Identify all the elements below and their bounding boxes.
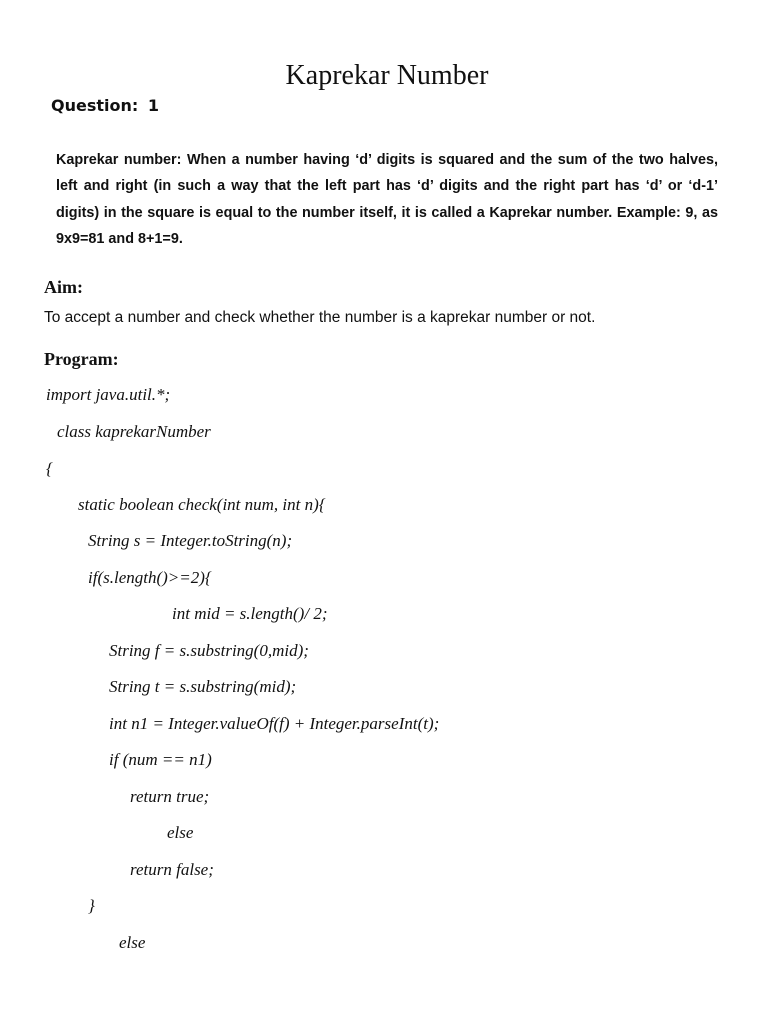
code-line: else xyxy=(167,823,194,842)
code-line: static boolean check(int num, int n){ xyxy=(78,495,326,514)
code-line: class kaprekarNumber xyxy=(57,422,211,441)
question-label: Question: 1 xyxy=(51,96,159,115)
code-line: if (num == n1) xyxy=(109,750,212,769)
code-line: else xyxy=(119,933,146,952)
code-line: import java.util.*; xyxy=(46,385,171,404)
aim-heading: Aim: xyxy=(44,277,83,297)
code-line: if(s.length()>=2){ xyxy=(88,568,212,587)
code-line: String t = s.substring(mid); xyxy=(109,677,297,696)
code-line: int mid = s.length()/ 2; xyxy=(172,604,328,623)
code-line: } xyxy=(88,896,95,915)
page-title: Kaprekar Number xyxy=(285,60,489,91)
code-line: return false; xyxy=(130,860,214,879)
code-line: return true; xyxy=(130,787,210,806)
program-heading: Program: xyxy=(44,349,119,369)
aim-text: To accept a number and check whether the number is a kaprekar number or not. xyxy=(44,309,596,326)
code-line: int n1 = Integer.valueOf(f) + Integer.parseInt(t); xyxy=(109,714,440,733)
code-line: { xyxy=(46,459,53,478)
code-line: String f = s.substring(0,mid); xyxy=(109,641,309,660)
kaprekar-definition: Kaprekar number: When a number having ‘d’ digits is squared and the sum of the two halves, left and right (in such a way that the left part has ‘d’ digits and the right part has ‘d’ or ‘d-1’ digits) in the square is equal to the number itself, it is called a Kaprekar number. Example: 9, as 9x9=81 and 8+1=9. xyxy=(56,152,718,247)
code-line: String s = Integer.toString(n); xyxy=(88,531,293,550)
